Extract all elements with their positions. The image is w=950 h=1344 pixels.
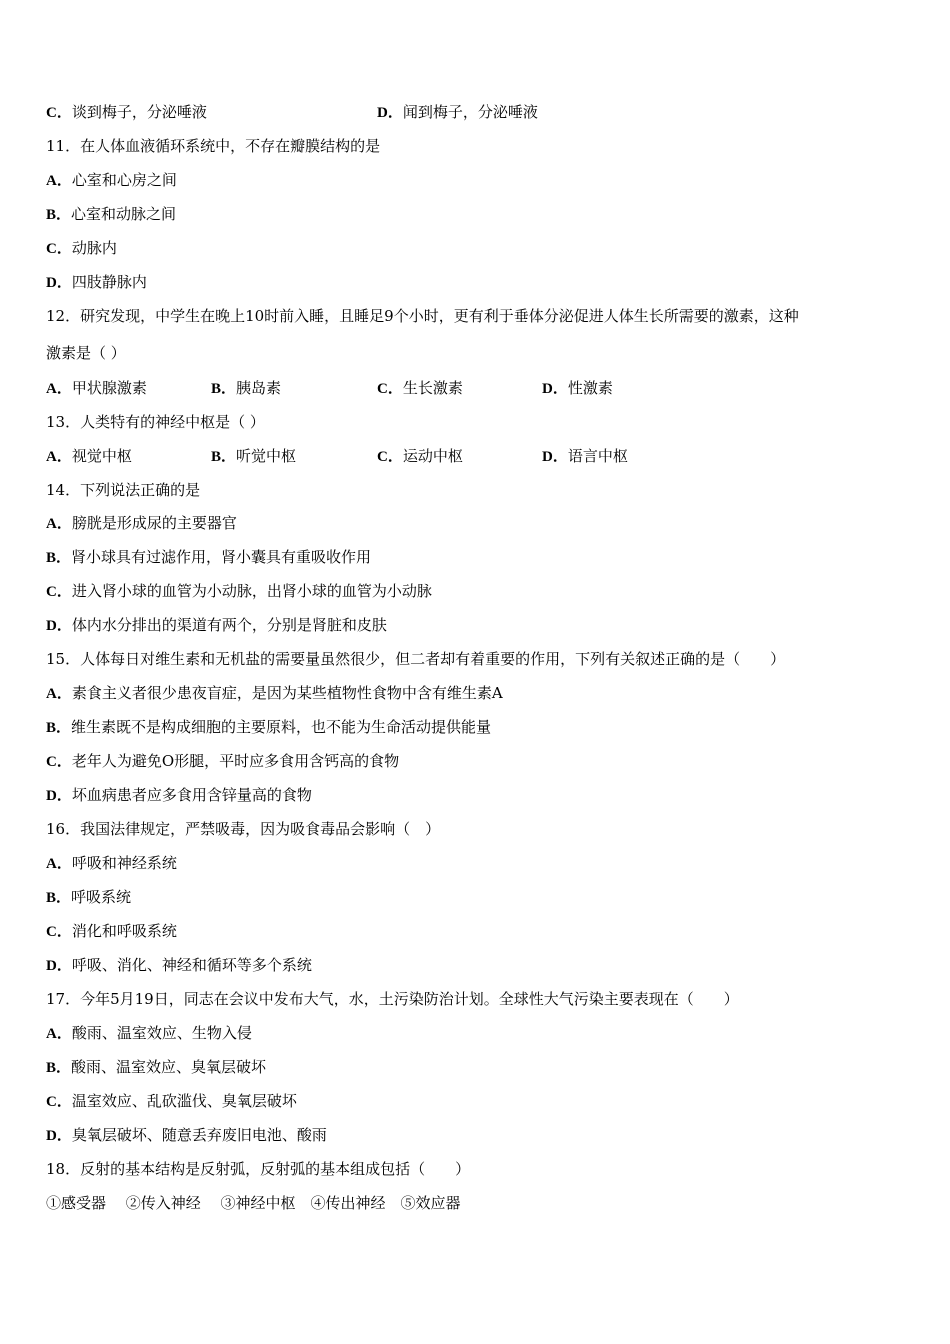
option-label: A． (46, 381, 72, 397)
option-text: 进入肾小球的血管为小动脉，出肾小球的血管为小动脉 (71, 582, 432, 600)
option-text: 四肢静脉内 (71, 273, 147, 291)
option-text: 听觉中枢 (236, 447, 297, 465)
question-text: 激素是（ ） (46, 344, 126, 362)
option-text: 肾小球具有过滤作用，肾小囊具有重吸收作用 (71, 548, 372, 566)
question-text: 17．今年5月19日，同志在会议中发布大气，水，土污染防治计划。全球性大气污染主要表现在（ ） (46, 990, 739, 1008)
option-label: D． (377, 105, 403, 121)
option-text: 运动中枢 (402, 447, 463, 465)
option-text: 动脉内 (71, 239, 117, 257)
question-text: ①感受器 ②传入神经 ③神经中枢 ④传出神经 ⑤效应器 (46, 1194, 461, 1212)
option-label: A． (46, 173, 72, 189)
option-label: C． (46, 584, 72, 600)
option-label: A． (46, 516, 72, 532)
answer-options-row (46, 378, 906, 398)
answer-option (46, 581, 432, 602)
option-label: D． (46, 275, 72, 291)
option-label: B． (46, 890, 72, 906)
answer-option (542, 446, 628, 467)
answer-option (46, 955, 312, 976)
option-label: D． (46, 618, 72, 634)
answer-option (46, 615, 387, 636)
answer-option (46, 1091, 297, 1112)
option-label: A． (46, 449, 72, 465)
answer-option (46, 717, 491, 738)
option-text: 呼吸和神经系统 (71, 854, 177, 872)
answer-option (46, 1023, 252, 1044)
answer-option (46, 853, 177, 874)
option-text: 酸雨、温室效应、臭氧层破坏 (71, 1058, 267, 1076)
answer-option (46, 446, 132, 467)
option-text: 语言中枢 (567, 447, 628, 465)
option-text: 臭氧层破坏、随意丢弃废旧电池、酸雨 (71, 1126, 327, 1144)
question-text: 15．人体每日对维生素和无机盐的需要量虽然很少，但二者却有着重要的作用，下列有关叙述正确的是（ ） (46, 650, 786, 668)
option-label: C． (46, 754, 72, 770)
question-text: 14．下列说法正确的是 (46, 481, 201, 499)
answer-option (46, 785, 312, 806)
answer-option (46, 683, 503, 704)
answer-option (46, 170, 177, 191)
answer-options-row (46, 446, 906, 466)
question-text: 12．研究发现，中学生在晚上10时前入睡，且睡足9个小时，更有利于垂体分泌促进人体生长所需要的激素，这种 (46, 307, 799, 325)
option-label: D． (46, 788, 72, 804)
answer-option (46, 1125, 327, 1146)
option-text: 体内水分排出的渠道有两个，分别是肾脏和皮肤 (71, 616, 387, 634)
option-label: D． (46, 1128, 72, 1144)
answer-option (211, 446, 296, 467)
option-text: 性激素 (567, 379, 613, 397)
option-label: C． (46, 105, 72, 121)
option-text: 甲状腺激素 (71, 379, 147, 397)
option-label: C． (46, 241, 72, 257)
option-text: 视觉中枢 (71, 447, 132, 465)
answer-option (46, 887, 131, 908)
option-label: A． (46, 1026, 72, 1042)
answer-option (377, 102, 538, 123)
option-text: 消化和呼吸系统 (71, 922, 177, 940)
option-label: C． (46, 924, 72, 940)
question-text: 18．反射的基本结构是反射弧，反射弧的基本组成包括（ ） (46, 1160, 471, 1178)
option-label: A． (46, 856, 72, 872)
option-text: 闻到梅子，分泌唾液 (402, 103, 538, 121)
option-label: B． (46, 207, 72, 223)
option-label: B． (211, 381, 237, 397)
option-text: 谈到梅子，分泌唾液 (71, 103, 207, 121)
option-label: B． (46, 1060, 72, 1076)
answer-option (46, 272, 147, 293)
answer-option (46, 238, 117, 259)
option-text: 酸雨、温室效应、生物入侵 (71, 1024, 252, 1042)
option-label: D． (542, 449, 568, 465)
question-text: 13．人类特有的神经中枢是（ ） (46, 413, 265, 431)
answer-option (542, 378, 613, 399)
question-text: 16．我国法律规定，严禁吸毒，因为吸食毒品会影响（ ） (46, 820, 441, 838)
answer-option (46, 204, 176, 225)
option-text: 温室效应、乱砍滥伐、臭氧层破坏 (71, 1092, 297, 1110)
option-label: B． (46, 550, 72, 566)
option-text: 膀胱是形成尿的主要器官 (71, 514, 237, 532)
option-label: C． (377, 449, 403, 465)
answer-option (46, 102, 207, 123)
answer-options-row (46, 102, 906, 122)
option-label: C． (377, 381, 403, 397)
option-label: C． (46, 1094, 72, 1110)
option-text: 心室和心房之间 (71, 171, 177, 189)
option-text: 呼吸、消化、神经和循环等多个系统 (71, 956, 312, 974)
option-text: 生长激素 (402, 379, 463, 397)
answer-option (46, 1057, 266, 1078)
option-text: 心室和动脉之间 (71, 205, 177, 223)
option-text: 胰岛素 (236, 379, 282, 397)
answer-option (46, 513, 237, 534)
option-label: B． (211, 449, 237, 465)
answer-option (211, 378, 281, 399)
option-label: B． (46, 720, 72, 736)
question-text: 11．在人体血液循环系统中，不存在瓣膜结构的是 (46, 137, 381, 155)
answer-option (377, 446, 463, 467)
option-text: 坏血病患者应多食用含锌量高的食物 (71, 786, 312, 804)
answer-option (46, 547, 371, 568)
answer-option (46, 751, 399, 772)
option-text: 素食主义者很少患夜盲症，是因为某些植物性食物中含有维生素A (71, 684, 503, 702)
option-label: D． (46, 958, 72, 974)
answer-option (46, 378, 147, 399)
option-text: 老年人为避免O形腿，平时应多食用含钙高的食物 (71, 752, 400, 770)
answer-option (377, 378, 463, 399)
answer-option (46, 921, 177, 942)
option-label: A． (46, 686, 72, 702)
option-text: 呼吸系统 (71, 888, 132, 906)
option-label: D． (542, 381, 568, 397)
option-text: 维生素既不是构成细胞的主要原料，也不能为生命活动提供能量 (71, 718, 492, 736)
